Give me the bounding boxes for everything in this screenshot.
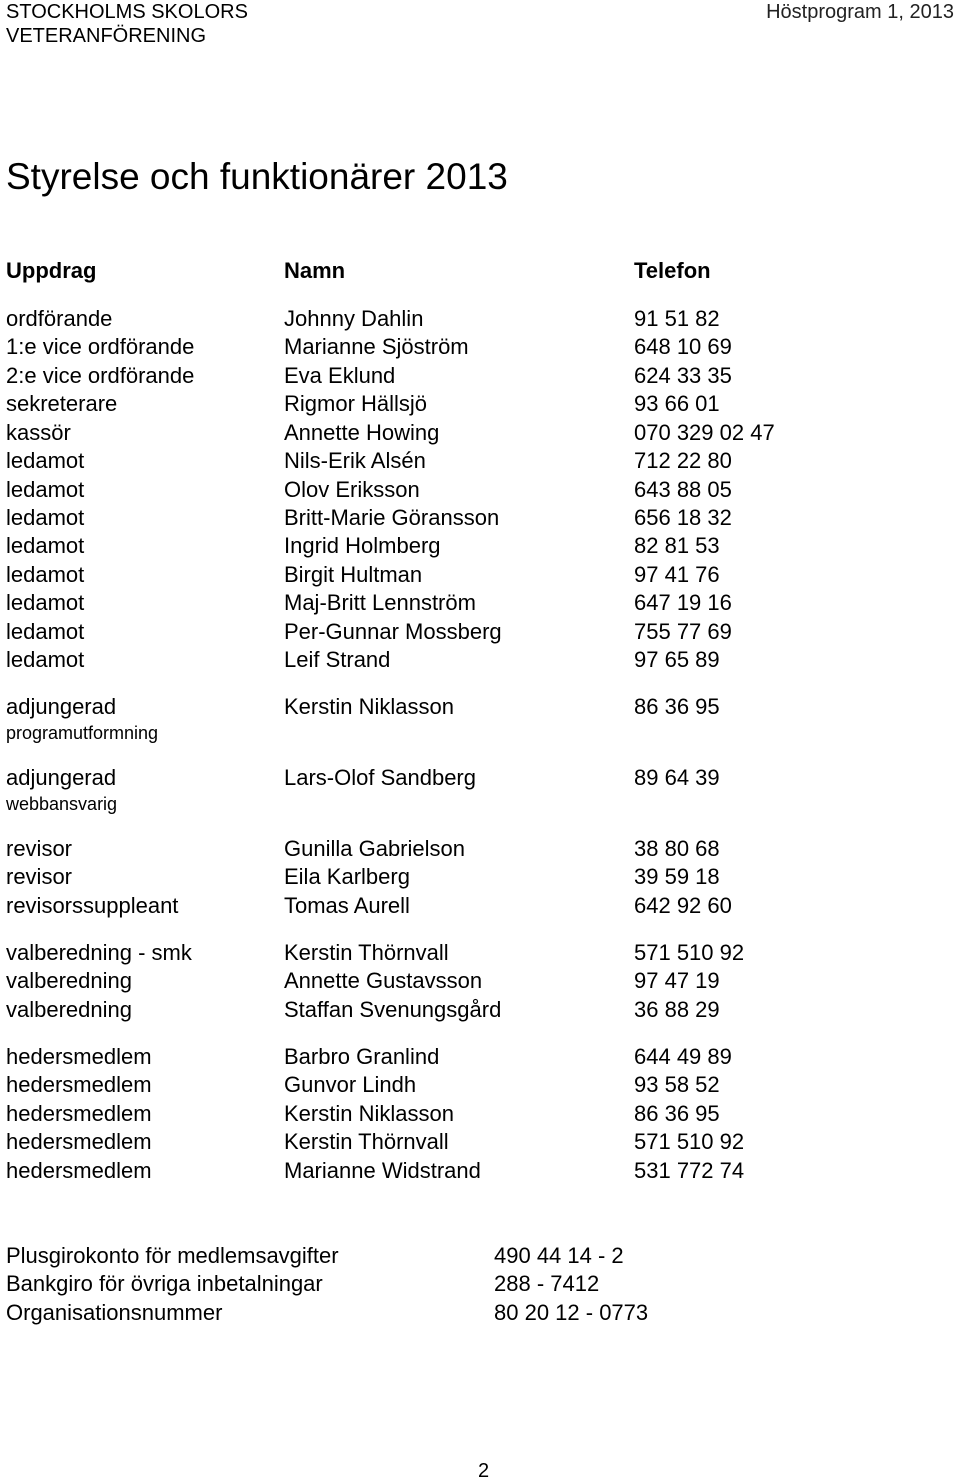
table-row (0, 863, 960, 891)
member-role: ledamot (6, 533, 85, 558)
table-row (0, 1071, 960, 1099)
member-role: hedersmedlem (6, 1072, 152, 1097)
table-row (0, 589, 960, 617)
table-row (0, 646, 960, 674)
member-role: sekreterare (6, 391, 118, 416)
table-row (0, 333, 960, 361)
member-role: valberedning - smk (6, 940, 192, 965)
member-phone: 97 41 76 (634, 562, 720, 587)
member-phone: 531 772 74 (634, 1158, 745, 1183)
table-row (0, 835, 960, 863)
member-name: Nils-Erik Alsén (284, 448, 426, 473)
member-phone: 97 47 19 (634, 968, 720, 993)
member-name: Olov Eriksson (284, 477, 420, 502)
member-phone: 647 19 16 (634, 590, 732, 615)
member-phone: 070 329 02 47 (634, 420, 775, 445)
member-name: Maj-Britt Lennström (284, 590, 476, 615)
bank-label: Bankgiro för övriga inbetalningar (6, 1271, 323, 1296)
organization-name-line2: VETERANFÖRENING (6, 25, 207, 47)
member-role: ordförande (6, 306, 113, 331)
table-row (0, 892, 960, 920)
member-phone: 755 77 69 (634, 619, 732, 644)
member-role: hedersmedlem (6, 1044, 152, 1069)
table-row (0, 939, 960, 967)
member-phone: 642 92 60 (634, 893, 732, 918)
member-name: Eva Eklund (284, 363, 396, 388)
member-role: kassör (6, 420, 71, 445)
member-name: Lars-Olof Sandberg (284, 765, 476, 790)
member-name: Marianne Widstrand (284, 1158, 481, 1183)
member-name: Annette Howing (284, 420, 440, 445)
column-header-phone: Telefon (634, 258, 711, 283)
member-name: Johnny Dahlin (284, 306, 424, 331)
table-row (0, 1157, 960, 1185)
member-name: Kerstin Niklasson (284, 1101, 454, 1126)
table-row (0, 693, 960, 721)
table-row (0, 390, 960, 418)
member-phone: 82 81 53 (634, 533, 720, 558)
member-role: valberedning (6, 968, 132, 993)
member-name: Barbro Granlind (284, 1044, 440, 1069)
table-row (0, 618, 960, 646)
member-name: Marianne Sjöström (284, 334, 469, 359)
member-phone: 89 64 39 (634, 765, 720, 790)
member-role: ledamot (6, 647, 85, 672)
member-role: ledamot (6, 619, 85, 644)
table-row (0, 561, 960, 589)
member-phone: 712 22 80 (634, 448, 732, 473)
member-name: Birgit Hultman (284, 562, 423, 587)
member-phone: 91 51 82 (634, 306, 720, 331)
organization-name (6, 0, 248, 48)
table-row (0, 362, 960, 390)
member-phone: 656 18 32 (634, 505, 732, 530)
member-name: Annette Gustavsson (284, 968, 483, 993)
member-role: adjungerad (6, 694, 117, 719)
bank-row (0, 1242, 960, 1270)
member-role: ledamot (6, 505, 85, 530)
table-row (0, 1100, 960, 1128)
bank-value: 490 44 14 - 2 (494, 1243, 624, 1268)
table-row (0, 419, 960, 447)
member-role: ledamot (6, 448, 85, 473)
table-row (0, 1043, 960, 1071)
member-phone: 38 80 68 (634, 836, 720, 861)
member-phone: 86 36 95 (634, 694, 720, 719)
table-row (0, 504, 960, 532)
member-name: Kerstin Niklasson (284, 694, 454, 719)
member-name: Rigmor Hällsjö (284, 391, 428, 416)
page-title: Styrelse och funktionärer 2013 (6, 156, 508, 197)
table-row (0, 476, 960, 504)
member-phone: 624 33 35 (634, 363, 732, 388)
bank-value: 288 - 7412 (494, 1271, 600, 1296)
member-role: revisorssuppleant (6, 893, 179, 918)
bank-row (0, 1299, 960, 1327)
member-role: hedersmedlem (6, 1158, 152, 1183)
member-role: valberedning (6, 997, 132, 1022)
column-header-name: Namn (284, 258, 346, 283)
member-name: Kerstin Thörnvall (284, 1129, 449, 1154)
member-phone: 571 510 92 (634, 940, 745, 965)
table-row (0, 764, 960, 792)
member-role: revisor (6, 864, 73, 889)
member-role-note: programutformning (6, 723, 159, 743)
member-phone: 571 510 92 (634, 1129, 745, 1154)
page-number: 2 (478, 1460, 490, 1482)
table-row (0, 967, 960, 995)
member-role: adjungerad (6, 765, 117, 790)
member-role: ledamot (6, 590, 85, 615)
table-row (0, 532, 960, 560)
member-phone: 93 58 52 (634, 1072, 720, 1097)
member-phone: 644 49 89 (634, 1044, 732, 1069)
member-role: revisor (6, 836, 73, 861)
table-row (0, 1128, 960, 1156)
member-name: Tomas Aurell (284, 893, 410, 918)
member-name: Per-Gunnar Mossberg (284, 619, 502, 644)
column-header-role: Uppdrag (6, 258, 97, 283)
member-name: Eila Karlberg (284, 864, 410, 889)
table-row (0, 305, 960, 333)
bank-label: Plusgirokonto för medlemsavgifter (6, 1243, 339, 1268)
member-phone: 97 65 89 (634, 647, 720, 672)
bank-value: 80 20 12 - 0773 (494, 1300, 649, 1325)
member-phone: 648 10 69 (634, 334, 732, 359)
table-row (0, 996, 960, 1024)
member-name: Gunilla Gabrielson (284, 836, 465, 861)
table-header (0, 257, 960, 285)
bank-row (0, 1270, 960, 1298)
member-role: hedersmedlem (6, 1101, 152, 1126)
member-role: ledamot (6, 562, 85, 587)
member-role: 2:e vice ordförande (6, 363, 195, 388)
member-role: 1:e vice ordförande (6, 334, 195, 359)
program-label: Höstprogram 1, 2013 (766, 1, 954, 23)
table-row (0, 447, 960, 475)
member-phone: 39 59 18 (634, 864, 720, 889)
member-name: Kerstin Thörnvall (284, 940, 449, 965)
member-name: Ingrid Holmberg (284, 533, 441, 558)
member-phone: 93 66 01 (634, 391, 720, 416)
member-role: ledamot (6, 477, 85, 502)
member-phone: 86 36 95 (634, 1101, 720, 1126)
bank-label: Organisationsnummer (6, 1300, 223, 1325)
member-phone: 643 88 05 (634, 477, 732, 502)
organization-name-line1: STOCKHOLMS SKOLORS (6, 1, 248, 23)
member-name: Gunvor Lindh (284, 1072, 417, 1097)
member-role: hedersmedlem (6, 1129, 152, 1154)
member-role-note: webbansvarig (6, 794, 118, 814)
member-name: Leif Strand (284, 647, 391, 672)
member-name: Britt-Marie Göransson (284, 505, 500, 530)
member-phone: 36 88 29 (634, 997, 720, 1022)
member-name: Staffan Svenungsgård (284, 997, 502, 1022)
